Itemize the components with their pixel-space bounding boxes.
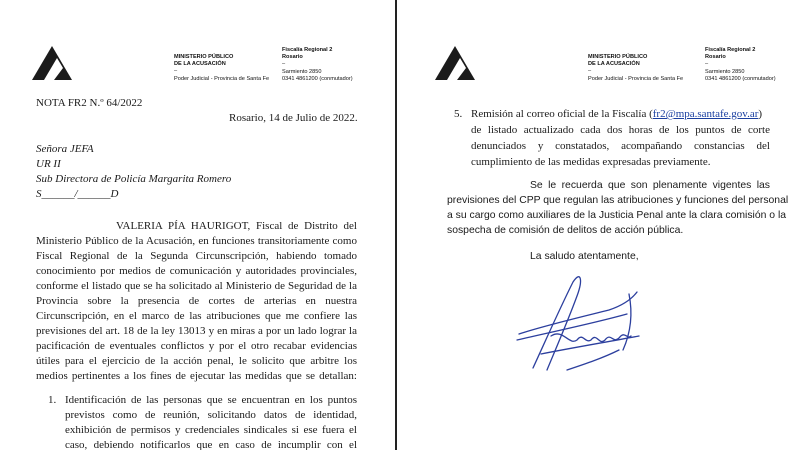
email-link[interactable]: fr2@mpa.santafe.gov.ar (652, 108, 759, 120)
list-marker: 5. (454, 108, 463, 120)
addressee-line: S______/______D (36, 188, 119, 200)
body-line: previsiones del art. 18 de la ley 13013 y en miras a por un lado lograr la (36, 325, 357, 337)
item5-line: de listado actualizado cada dos horas de los puntos de corte (471, 124, 770, 136)
reminder-line: Se le recuerda que son plenamente vigentes las (530, 180, 770, 191)
body-line: conforme el listado que se ha solicitado al Ministerio de Seguridad de la (36, 280, 357, 292)
body-line: pacificación de eventuales conflictos y por el otro recabar evidencias (36, 340, 357, 352)
addressee-line: UR II (36, 158, 61, 170)
reminder-line: a su cargo como auxiliares de la Justicia Penal ante la clara comisión o la (447, 210, 787, 221)
reminder-line: previsiones del CPP que regulan las atribuciones y funciones del personal (447, 195, 789, 206)
list-item-line: previstos como de reunión, solicitando datos de identidad, (65, 409, 357, 421)
date-line: Rosario, 14 de Julio de 2022. (229, 112, 358, 124)
body-line: medios pertinentes a los fines de ejecutar las medidas que se detallan: (36, 370, 357, 382)
body-line: Provincia sobre la presencia de cortes de arterias en nuestra (36, 295, 357, 307)
list-marker: 1. (48, 394, 57, 406)
body-line: VALERIA PÍA HAURIGOT, Fiscal de Distrito del (116, 220, 357, 232)
item5-first-line: Remisión al correo oficial de la Fiscalía (fr2@mpa.santafe.gov.ar) (471, 108, 763, 120)
list-item-line: Identificación de las personas que se encuentran en los puntos (65, 394, 357, 406)
item5-line: cumplimiento de las medidas expresadas previamente. (471, 156, 711, 168)
letter-page-1 (0, 0, 395, 450)
body-line: Ministerio Público de la Acusación, en funciones transitoriamente como (36, 235, 357, 247)
letter-page-2 (397, 0, 800, 450)
addressee-line: Señora JEFA (36, 143, 94, 155)
body-line: Circunscripción, en el marco de las atribuciones que me confiere las (36, 310, 357, 322)
reminder-line: sospecha de comisión de delitos de acción pública. (447, 225, 684, 236)
item5-line: denunciados y constatados, acompañando constancias del (471, 140, 770, 152)
list-item-line: exhibición de permisos y credenciales sindicales si ese fuera el (65, 424, 357, 436)
body-line: útiles para el ejercicio de la acción penal, le solicito que arbitre los (36, 355, 357, 367)
org-header: MINISTERIO PÚBLICO DE LA ACUSACIÓN – Poder Judicial - Provincia de Santa Fe (588, 54, 684, 82)
closing-salutation: La saludo atentamente, (530, 251, 639, 262)
mpa-logo-icon (30, 44, 74, 82)
mpa-logo-icon (433, 44, 477, 82)
office-header: Fiscalía Regional 2 Rosario – Sarmiento 2850 0341 4861200 (conmutador) (705, 47, 776, 82)
handwritten-signature (511, 270, 651, 380)
org-header: MINISTERIO PÚBLICO DE LA ACUSACIÓN – Poder Judicial - Provincia de Santa Fe (174, 54, 270, 82)
addressee-line: Sub Directora de Policía Margarita Romero (36, 173, 232, 185)
body-line: conocimiento por medios de comunicación y autoridades provinciales, (36, 265, 357, 277)
list-item-line: caso, debiendo notificarlos que en caso de incumplir con el (65, 439, 357, 450)
note-number: NOTA FR2 N.º 64/2022 (36, 97, 143, 109)
office-header: Fiscalía Regional 2 Rosario – Sarmiento 2850 0341 4861200 (conmutador) (282, 47, 353, 82)
body-line: Fiscal Regional de la Segunda Circunscripción, habiendo tomado (36, 250, 357, 262)
